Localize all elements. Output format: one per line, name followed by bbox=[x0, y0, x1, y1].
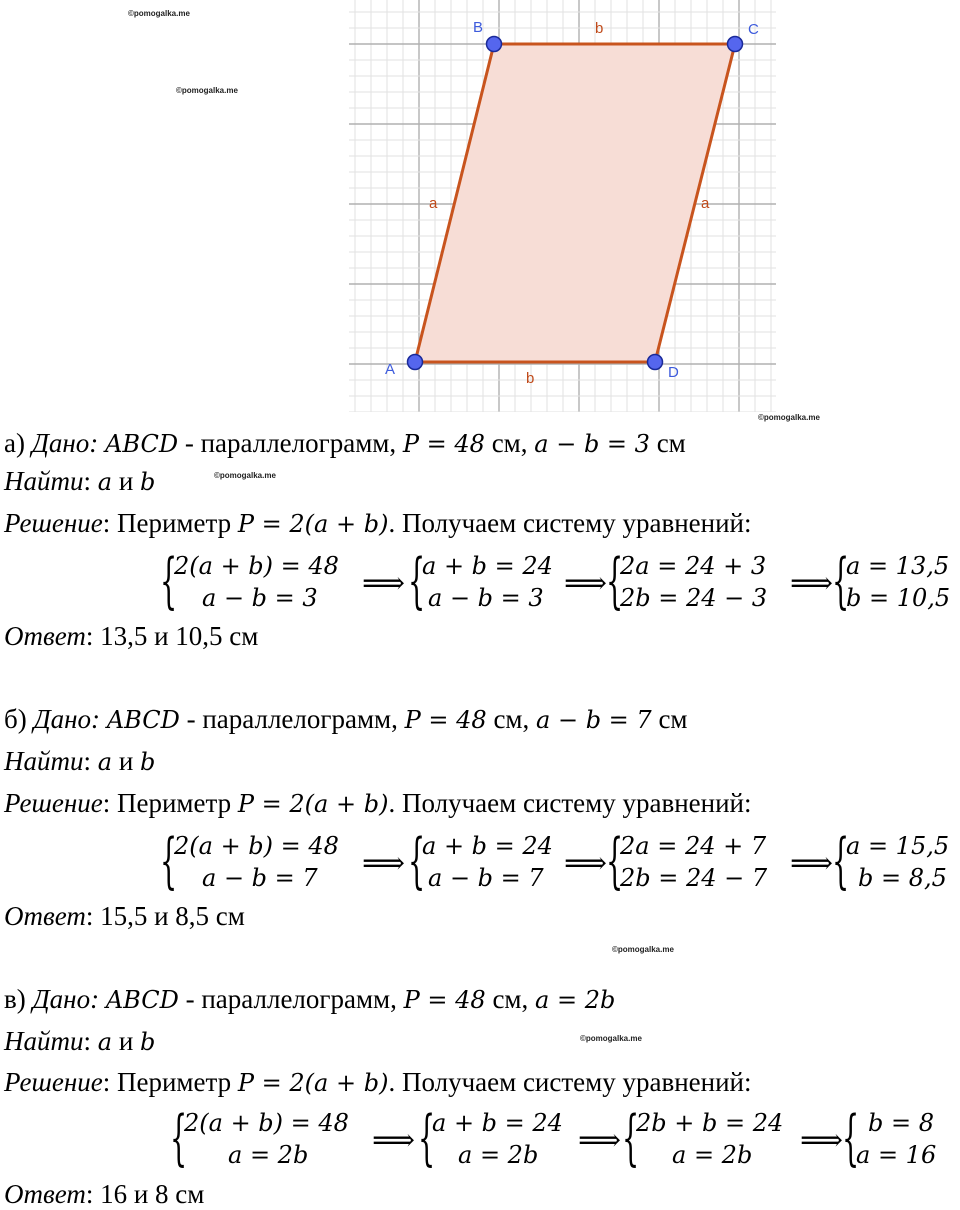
brace-icon: { bbox=[842, 1103, 860, 1173]
implies-arrow-icon: ⟹ bbox=[790, 566, 834, 601]
section-b-condition: a − b = 7 bbox=[536, 706, 652, 734]
section-c-answer-text: : 16 и 8 см bbox=[85, 1179, 205, 1209]
section-c-solution-label: Решение bbox=[4, 1067, 103, 1097]
brace-icon: { bbox=[606, 826, 624, 896]
section-c-solution-line bbox=[4, 1066, 752, 1099]
system-row-2: 2b = 24 − 7 bbox=[620, 864, 768, 892]
system-row-2: b = 8,5 bbox=[858, 864, 947, 892]
section-c-solution-text-1: : Периметр bbox=[102, 1067, 238, 1097]
implies-arrow-icon: ⟹ bbox=[564, 846, 608, 881]
section-b-solution-text-2: . Получаем систему уравнений: bbox=[388, 788, 752, 818]
section-b-find-line bbox=[4, 745, 155, 778]
section-b-perimeter: P = 48 bbox=[404, 706, 487, 734]
implies-arrow-icon: ⟹ bbox=[790, 846, 834, 881]
section-a-given-label: Дано: bbox=[31, 428, 99, 458]
section-b-prefix: б) bbox=[4, 704, 27, 734]
section-b-unit-2: см bbox=[651, 704, 688, 734]
section-b-given-text: - параллелограмм, bbox=[179, 704, 405, 734]
system-row-2: b = 10,5 bbox=[846, 584, 951, 612]
section-c-find-colon: : bbox=[83, 1026, 92, 1056]
vertex-B-point bbox=[487, 37, 502, 52]
watermark-3: ©pomogalka.me bbox=[758, 413, 820, 422]
section-a-answer-line bbox=[4, 620, 258, 652]
section-c-equation-chain bbox=[0, 1105, 960, 1175]
brace-icon: { bbox=[606, 546, 624, 616]
section-c-answer-line bbox=[4, 1178, 204, 1210]
system-row-1: 2(a + b) = 48 bbox=[174, 832, 339, 860]
system-row-1: 2b + b = 24 bbox=[636, 1109, 784, 1137]
section-b-answer-label: Ответ bbox=[4, 901, 86, 931]
system-row-1: a + b = 24 bbox=[422, 552, 553, 580]
brace-icon: { bbox=[160, 546, 178, 616]
section-c-perimeter: P = 48 bbox=[403, 986, 486, 1014]
section-b-find-a: a bbox=[97, 748, 113, 776]
system-row-2: a = 2b bbox=[458, 1141, 539, 1169]
system-row-1: a = 15,5 bbox=[846, 832, 950, 860]
section-a-find-line bbox=[4, 465, 155, 498]
brace-icon: { bbox=[832, 546, 850, 616]
section-a-unit: см, bbox=[484, 428, 528, 458]
vertex-D-point bbox=[648, 355, 663, 370]
system-row-2: a = 2b bbox=[672, 1141, 753, 1169]
section-a-solution-text-2: . Получаем систему уравнений: bbox=[388, 508, 752, 538]
section-c-answer-label: Ответ bbox=[4, 1179, 86, 1209]
system-row-1: 2(a + b) = 48 bbox=[184, 1109, 349, 1137]
section-c-perimeter-formula: P = 2(a + b) bbox=[237, 1069, 389, 1097]
parallelogram-figure bbox=[349, 0, 776, 412]
section-a-find-a: a bbox=[97, 468, 113, 496]
system-row-1: a + b = 24 bbox=[432, 1109, 563, 1137]
implies-arrow-icon: ⟹ bbox=[362, 566, 406, 601]
section-b-given-line bbox=[4, 703, 688, 736]
section-b-figure-name: ABCD bbox=[106, 706, 180, 734]
side-label-top: b bbox=[595, 20, 604, 37]
section-c-find-line bbox=[4, 1025, 155, 1058]
implies-arrow-icon: ⟹ bbox=[578, 1123, 622, 1158]
vertex-C-point bbox=[728, 37, 743, 52]
section-c-given-line bbox=[4, 983, 615, 1016]
system-row-1: 2a = 24 + 7 bbox=[620, 832, 767, 860]
system-row-2: a − b = 3 bbox=[202, 584, 318, 612]
section-b-solution-text-1: : Периметр bbox=[102, 788, 238, 818]
implies-arrow-icon: ⟹ bbox=[372, 1123, 416, 1158]
system-row-1: b = 8 bbox=[868, 1109, 934, 1137]
brace-icon: { bbox=[170, 1103, 188, 1173]
system-row-2: a − b = 7 bbox=[428, 864, 544, 892]
vertex-B-label: B bbox=[473, 19, 484, 36]
section-c-find-a: a bbox=[97, 1028, 113, 1056]
section-a-find-colon: : bbox=[83, 466, 92, 496]
section-a-condition: a − b = 3 bbox=[534, 430, 650, 458]
section-a-perimeter: P = 48 bbox=[402, 430, 485, 458]
vertex-A-point bbox=[408, 355, 423, 370]
section-a-equation-chain bbox=[0, 548, 960, 618]
section-c-unit: см, bbox=[485, 984, 529, 1014]
section-b-equation-chain bbox=[0, 828, 960, 898]
section-a-prefix: а) bbox=[4, 428, 25, 458]
implies-arrow-icon: ⟹ bbox=[564, 566, 608, 601]
system-row-2: 2b = 24 − 3 bbox=[620, 584, 768, 612]
system-row-1: 2(a + b) = 48 bbox=[174, 552, 339, 580]
system-row-1: 2a = 24 + 3 bbox=[620, 552, 767, 580]
section-b-answer-line bbox=[4, 900, 245, 932]
vertex-D-label: D bbox=[668, 364, 679, 381]
section-a-answer-text: : 13,5 и 10,5 см bbox=[85, 621, 259, 651]
watermark-2: ©pomogalka.me bbox=[176, 86, 238, 95]
section-a-find-b: b bbox=[140, 468, 156, 496]
section-c-given-label: Дано: bbox=[32, 984, 100, 1014]
section-a-find-label: Найти bbox=[4, 466, 84, 496]
system-row-2: a − b = 3 bbox=[428, 584, 544, 612]
section-b-perimeter-formula: P = 2(a + b) bbox=[237, 790, 389, 818]
side-label-bottom: b bbox=[526, 370, 535, 387]
section-b-solution-label: Решение bbox=[4, 788, 103, 818]
section-a-solution-text-1: : Периметр bbox=[102, 508, 238, 538]
section-a-find-and: и bbox=[112, 466, 141, 496]
system-row-1: a = 13,5 bbox=[846, 552, 950, 580]
section-a-solution-label: Решение bbox=[4, 508, 103, 538]
side-label-left: a bbox=[429, 195, 438, 212]
section-c-condition: a = 2b bbox=[535, 986, 616, 1014]
section-c-given-text: - параллелограмм, bbox=[178, 984, 404, 1014]
watermark-6: ©pomogalka.me bbox=[580, 1034, 642, 1043]
brace-icon: { bbox=[408, 546, 426, 616]
section-b-find-b: b bbox=[140, 748, 156, 776]
watermark-5: ©pomogalka.me bbox=[612, 945, 674, 954]
system-row-2: a = 16 bbox=[856, 1141, 937, 1169]
section-a-answer-label: Ответ bbox=[4, 621, 86, 651]
brace-icon: { bbox=[408, 826, 426, 896]
section-a-given-line bbox=[4, 427, 686, 460]
section-c-solution-text-2: . Получаем систему уравнений: bbox=[388, 1067, 752, 1097]
section-b-unit: см, bbox=[486, 704, 530, 734]
brace-icon: { bbox=[622, 1103, 640, 1173]
section-a-perimeter-formula: P = 2(a + b) bbox=[237, 510, 389, 538]
system-row-2: a − b = 7 bbox=[202, 864, 318, 892]
section-b-answer-text: : 15,5 и 8,5 см bbox=[85, 901, 245, 931]
section-a-unit-2: см bbox=[649, 428, 686, 458]
section-c-find-b: b bbox=[140, 1028, 156, 1056]
system-row-1: a + b = 24 bbox=[422, 832, 553, 860]
brace-icon: { bbox=[160, 826, 178, 896]
vertex-C-label: C bbox=[748, 21, 759, 38]
watermark-1: ©pomogalka.me bbox=[128, 9, 190, 18]
side-label-right: a bbox=[701, 195, 710, 212]
implies-arrow-icon: ⟹ bbox=[362, 846, 406, 881]
section-c-find-label: Найти bbox=[4, 1026, 84, 1056]
section-c-find-and: и bbox=[112, 1026, 141, 1056]
section-c-prefix: в) bbox=[4, 984, 26, 1014]
brace-icon: { bbox=[418, 1103, 436, 1173]
section-b-solution-line bbox=[4, 787, 752, 820]
section-b-given-label: Дано: bbox=[33, 704, 101, 734]
system-row-2: a = 2b bbox=[228, 1141, 309, 1169]
section-b-find-label: Найти bbox=[4, 746, 84, 776]
section-c-figure-name: ABCD bbox=[105, 986, 179, 1014]
section-b-find-colon: : bbox=[83, 746, 92, 776]
implies-arrow-icon: ⟹ bbox=[800, 1123, 844, 1158]
brace-icon: { bbox=[832, 826, 850, 896]
section-a-given-text: - параллелограмм, bbox=[178, 428, 403, 458]
section-a-solution-line bbox=[4, 507, 752, 540]
vertex-A-label: A bbox=[385, 361, 396, 378]
section-a-figure-name: ABCD bbox=[105, 430, 179, 458]
section-b-find-and: и bbox=[112, 746, 141, 776]
watermark-4: ©pomogalka.me bbox=[214, 471, 276, 480]
